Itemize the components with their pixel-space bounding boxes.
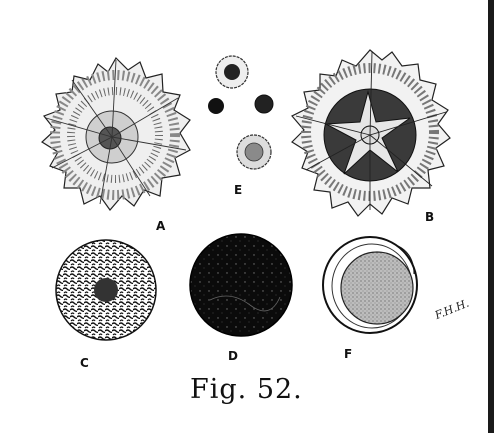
colony-f xyxy=(323,237,417,333)
colony-a xyxy=(42,58,190,210)
panel-label-c: C xyxy=(80,356,89,370)
colony-e-group xyxy=(208,56,273,169)
colony-d xyxy=(190,234,292,336)
panel-label-e: E xyxy=(234,183,243,197)
panel-label-d: D xyxy=(228,349,238,363)
panel-label-f: F xyxy=(344,347,353,361)
artist-signature: F.H.H. xyxy=(433,296,471,323)
figure-caption: Fig. 52. xyxy=(190,374,303,405)
panel-label-b: B xyxy=(425,210,435,224)
panel-label-a: A xyxy=(156,219,166,233)
colony-b xyxy=(292,50,450,216)
scan-edge xyxy=(488,0,494,433)
colony-c xyxy=(56,240,156,340)
